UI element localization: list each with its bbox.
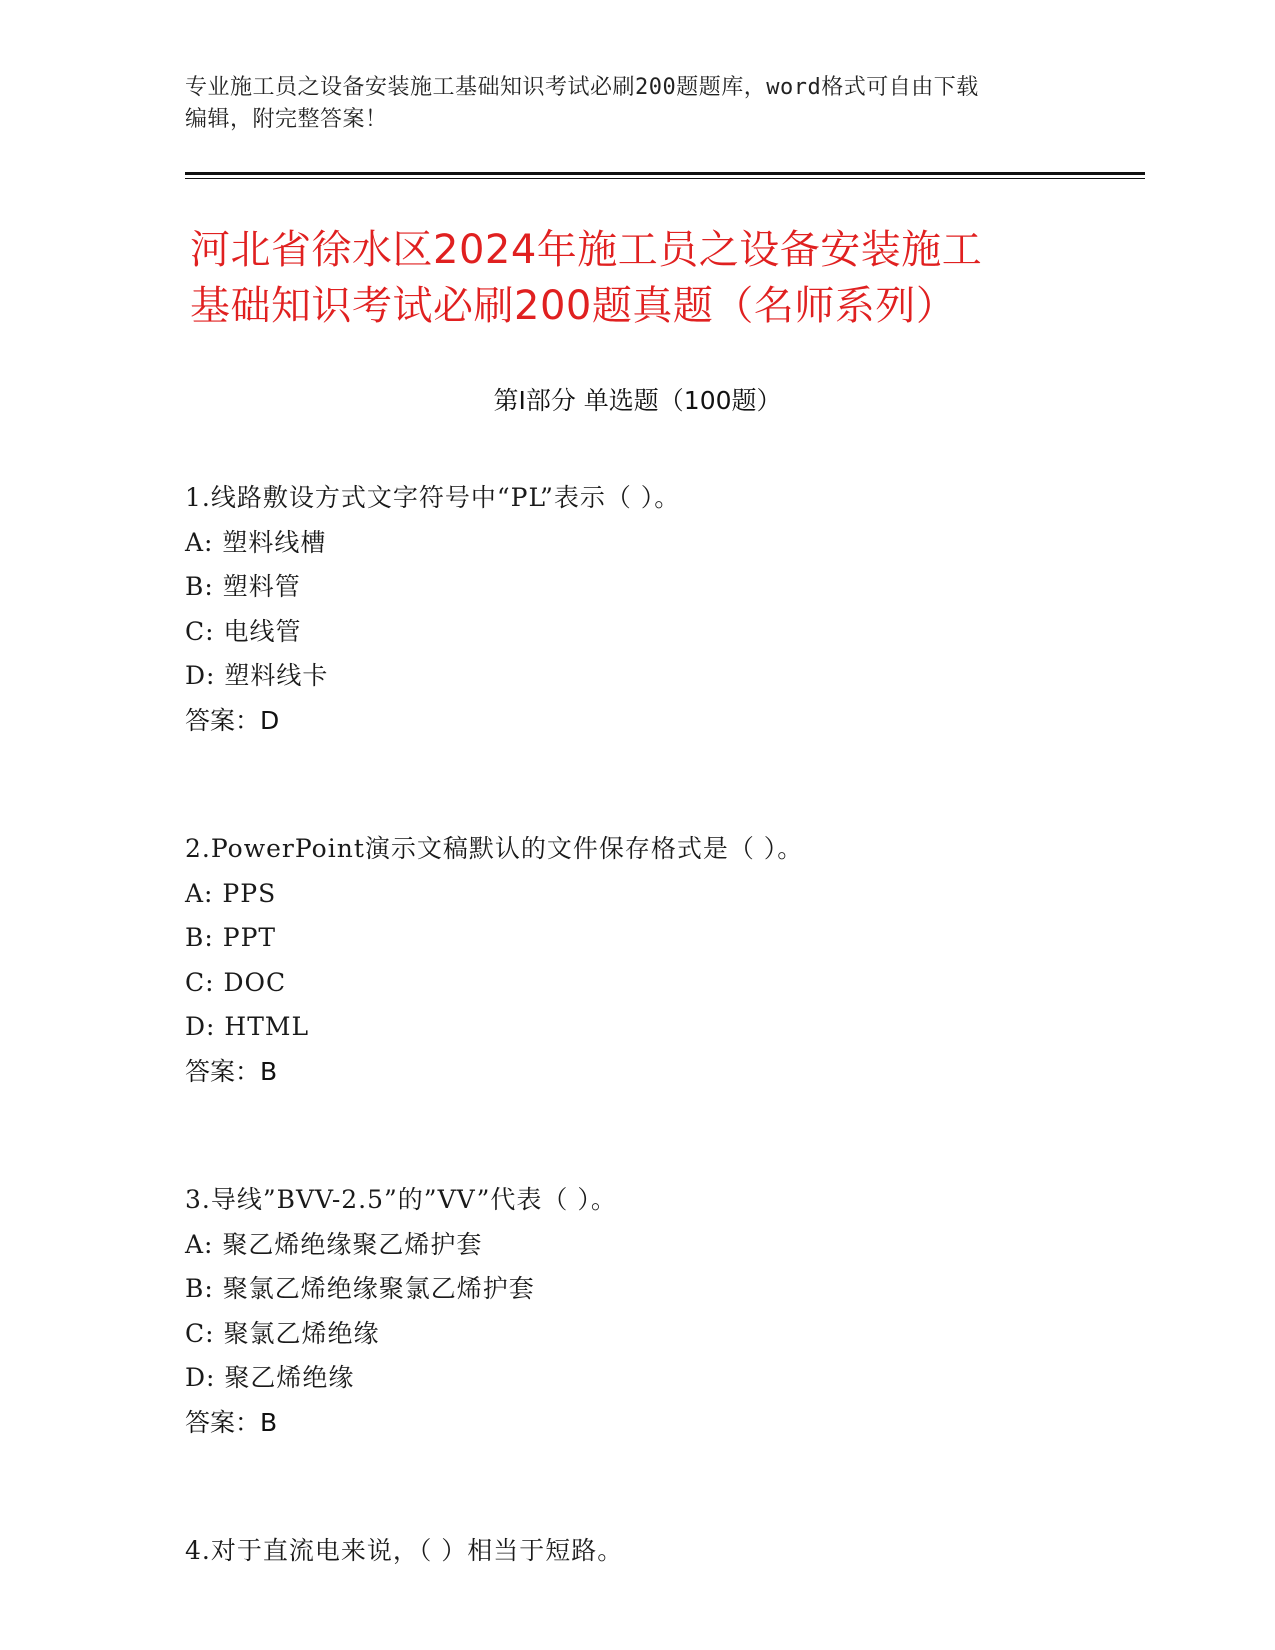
question-option: D: HTML (185, 1012, 310, 1041)
question-item (185, 476, 1145, 743)
header-note-line2: 编辑，附完整答案！ (185, 107, 388, 132)
question-option: C: DOC (185, 967, 287, 997)
question-stem: 1.线路敷设方式文字符号中“PL”表示（ ）。 (185, 483, 681, 512)
question-option: C: 聚氯乙烯绝缘 (185, 1318, 380, 1348)
question-item (185, 827, 1145, 1094)
question-option: B: 塑料管 (185, 572, 301, 601)
question-spacer (185, 743, 1145, 827)
question-spacer (185, 1094, 1145, 1178)
document-title-line1: 河北省徐水区2024年施工员之设备安装施工 (190, 227, 983, 273)
header-note-line1: 专业施工员之设备安装施工基础知识考试必刷200题题库，word格式可自由下载 (185, 75, 979, 100)
document-title-line2: 基础知识考试必刷200题真题（名师系列） (190, 283, 957, 329)
question-option: D: 塑料线卡 (185, 661, 329, 690)
question-answer: 答案：B (185, 1407, 278, 1437)
question-list (185, 476, 1145, 1574)
question-option: C: 电线管 (185, 616, 302, 646)
question-stem: 3.导线”BVV-2.5”的”VV”代表（ ）。 (185, 1185, 617, 1214)
question-option: A: 聚乙烯绝缘聚乙烯护套 (185, 1229, 483, 1259)
header-divider-thick (185, 172, 1145, 175)
question-answer: 答案：B (185, 1056, 278, 1086)
question-stem: 4.对于直流电来说，（ ）相当于短路。 (185, 1536, 624, 1565)
question-answer: 答案：D (185, 705, 280, 735)
header-divider-thin (185, 178, 1145, 179)
document-title (190, 222, 1110, 334)
question-item (185, 1178, 1145, 1445)
question-option: B: PPT (185, 923, 277, 952)
question-spacer (185, 1445, 1145, 1529)
question-option: A: PPS (185, 878, 277, 908)
question-item (185, 1529, 1145, 1574)
question-stem: 2.PowerPoint演示文稿默认的文件保存格式是（ ）。 (185, 834, 804, 863)
header-note (185, 72, 1085, 136)
question-option: D: 聚乙烯绝缘 (185, 1363, 355, 1392)
question-option: A: 塑料线槽 (185, 527, 327, 557)
question-option: B: 聚氯乙烯绝缘聚氯乙烯护套 (185, 1274, 535, 1303)
section-heading: 第Ⅰ部分 单选题（100题） (493, 386, 782, 415)
